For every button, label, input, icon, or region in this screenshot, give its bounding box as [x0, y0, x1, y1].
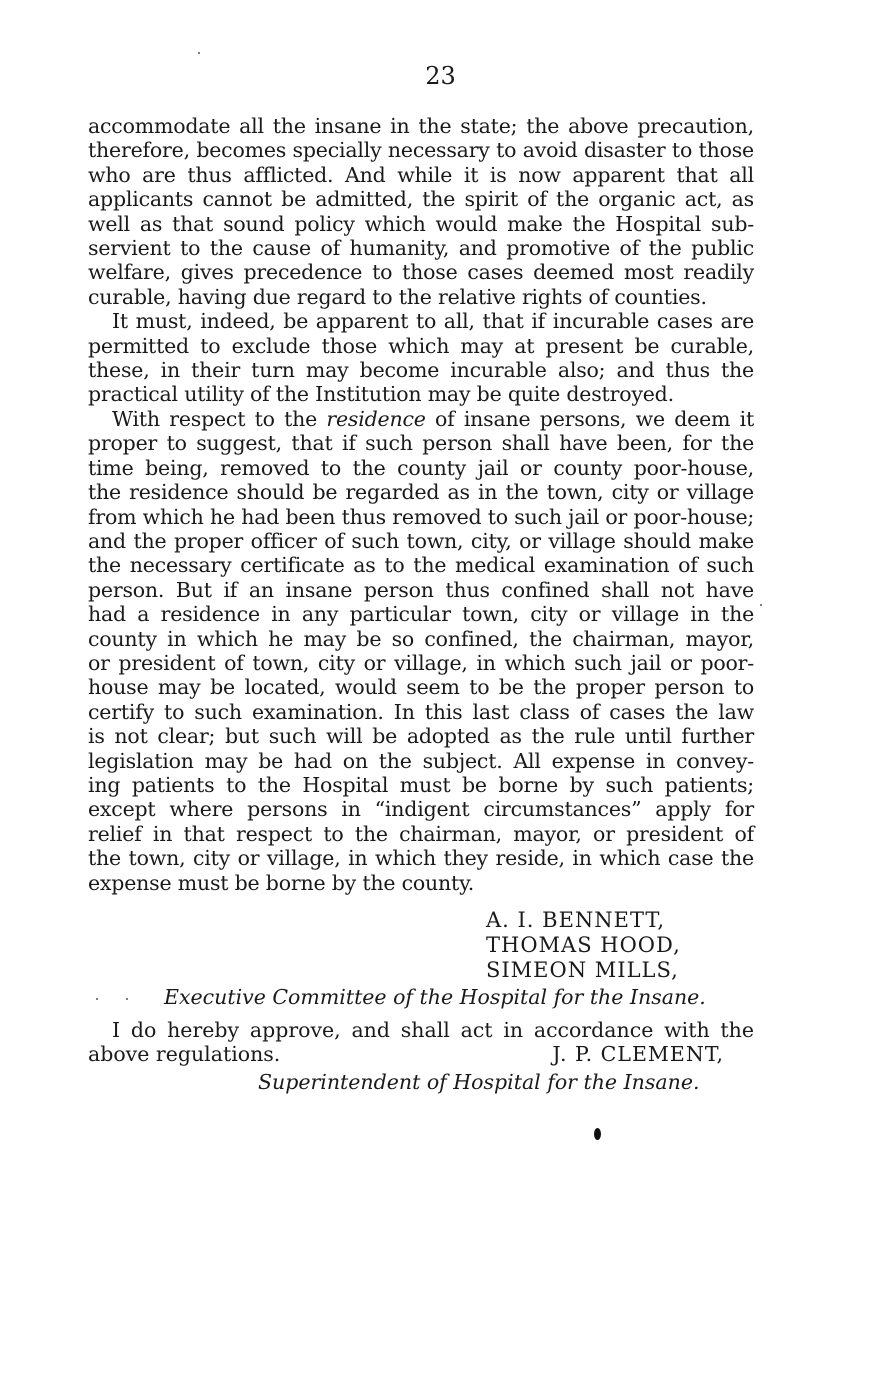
- text-line: With respect to the residence of insane persons, we deem it: [112, 406, 754, 431]
- text-line: expense must be borne by the county.: [88, 870, 475, 895]
- text-line: practical utility of the Institution may be quite destroyed.: [88, 382, 674, 407]
- paragraph-2: [88, 309, 754, 407]
- paper-speck: [760, 604, 762, 606]
- paper-speck: [198, 52, 200, 54]
- paper-speck: [126, 998, 128, 1000]
- approval-line: [88, 1042, 754, 1066]
- text-line: proper to suggest, that if such person shall have been, for the: [88, 431, 754, 456]
- signatory-name: THOMAS HOOD,: [486, 933, 681, 957]
- approval-line: I do hereby approve, and shall act in accordance with the: [112, 1018, 754, 1042]
- text-line: certify to such examination. In this last class of cases the law: [88, 699, 754, 724]
- signatories: [486, 908, 681, 983]
- text-line: applicants cannot be admitted, the spirit of the organic act, as: [88, 187, 754, 212]
- text-line: permitted to exclude those which may at present be curable,: [88, 333, 754, 358]
- approval-statement: [88, 1018, 754, 1067]
- text-line: who are thus afflicted. And while it is now apparent that all: [88, 162, 754, 187]
- text-line: house may be located, would seem to be the proper person to: [88, 675, 754, 700]
- text-line: the town, city or village, in which they reside, in which case the: [88, 846, 754, 871]
- text-line: welfare, gives precedence to those cases deemed most readily: [88, 260, 754, 285]
- text-line: is not clear; but such will be adopted as the rule until further: [88, 724, 754, 749]
- text-line: curable, having due regard to the relative rights of counties.: [88, 284, 707, 309]
- committee-title: Executive Committee of the Hospital for the Insane.: [164, 985, 706, 1009]
- text-line: these, in their turn may become incurable also; and thus the: [88, 358, 754, 383]
- body-text: [88, 114, 754, 895]
- text-line: relief in that respect to the chairman, mayor, or president of: [88, 821, 754, 846]
- text-line: accommodate all the insane in the state; the above precaution,: [88, 114, 754, 138]
- text-line: well as that sound policy which would make the Hospital sub-: [88, 211, 754, 236]
- text-line: the residence should be regarded as in the town, city or village: [88, 480, 754, 505]
- paper-speck: [96, 998, 98, 1000]
- text-line: and the proper officer of such town, city, or village should make: [88, 528, 754, 553]
- text-line: It must, indeed, be apparent to all, that if incurable cases are: [112, 309, 754, 334]
- text-line: from which he had been thus removed to such jail or poor-house;: [88, 504, 755, 529]
- ink-blot: [594, 1128, 601, 1140]
- text-line: legislation may be had on the subject. All expense in convey-: [88, 748, 754, 773]
- text-line: servient to the cause of humanity, and promotive of the public: [88, 236, 754, 261]
- text-line: except where persons in “indigent circumstances” apply for: [88, 797, 754, 822]
- text-line: time being, removed to the county jail or county poor-house,: [88, 455, 754, 480]
- text-line: person. But if an insane person thus confined shall not have: [88, 577, 754, 602]
- text-line: therefore, becomes specially necessary to avoid disaster to those: [88, 138, 754, 163]
- paragraph-3: [88, 407, 754, 895]
- text-line: had a residence in any particular town, city or village in the: [88, 602, 754, 627]
- approver-name: J. P. CLEMENT,: [552, 1042, 724, 1067]
- approval-line-text: above regulations.: [88, 1042, 281, 1067]
- page-number: 23: [425, 62, 456, 90]
- text-line: the necessary certificate as to the medical examination of such: [88, 553, 754, 578]
- paragraph-1: [88, 114, 754, 309]
- text-line: county in which he may be so confined, the chairman, mayor,: [88, 626, 754, 651]
- text-line: or president of town, city or village, in which such jail or poor-: [88, 650, 754, 675]
- signatory-name: SIMEON MILLS,: [486, 958, 679, 982]
- emphasized-word: residence: [326, 406, 426, 431]
- signatory-name: A. I. BENNETT,: [486, 908, 665, 932]
- superintendent-title: Superintendent of Hospital for the Insane.: [258, 1070, 700, 1094]
- text-line: ing patients to the Hospital must be borne by such patients;: [88, 772, 754, 797]
